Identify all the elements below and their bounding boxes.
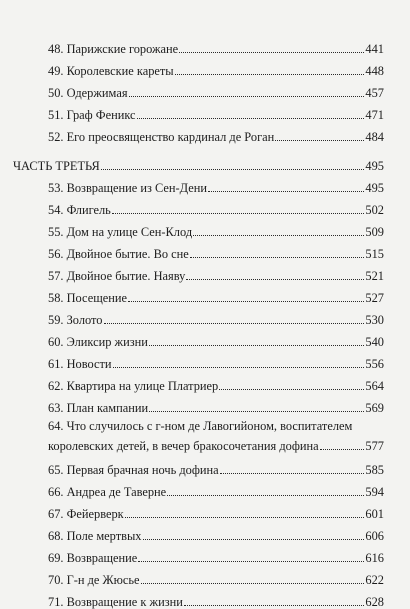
toc-entry-page: 556: [365, 357, 384, 371]
toc-entry: [0, 393, 410, 415]
toc-entry: [0, 283, 410, 305]
toc-entry: [0, 305, 410, 327]
dot-leader: [220, 473, 365, 474]
toc-entry-title: 54. Флигель: [48, 203, 111, 217]
toc-entry-page: 594: [365, 485, 384, 499]
toc-entry-title: 67. Фейерверк: [48, 507, 124, 521]
toc-entry: [0, 477, 410, 499]
toc-entry-title: 58. Посещение: [48, 291, 127, 305]
toc-entry-page: 585: [365, 463, 384, 477]
toc-entry: [0, 56, 410, 78]
toc-entry: [0, 239, 410, 261]
toc-entry-multiline: [0, 415, 410, 455]
toc-entry-title: 65. Первая брачная ночь дофина: [48, 463, 219, 477]
dot-leader: [320, 449, 365, 450]
toc-entry-page: 457: [365, 86, 384, 100]
toc-entry: [0, 455, 410, 477]
toc-entry-title: 70. Г-н де Жюсье: [48, 573, 140, 587]
toc-entry-page: 622: [365, 573, 384, 587]
toc-entry-title: 57. Двойное бытие. Наяву: [48, 269, 186, 283]
toc-entry-page: 515: [365, 247, 384, 261]
toc-part-heading: [0, 151, 410, 173]
toc-entry: [0, 565, 410, 587]
toc-entry-title: 71. Возвращение к жизни: [48, 595, 183, 609]
dot-leader: [186, 279, 364, 280]
toc-entry-page: 502: [365, 203, 384, 217]
toc-entry: [0, 587, 410, 609]
dot-leader: [138, 561, 364, 562]
toc-entry: [0, 78, 410, 100]
toc-entry-page: 564: [365, 379, 384, 393]
dot-leader: [167, 495, 364, 496]
part-page: 495: [365, 159, 384, 173]
toc-entry: [0, 499, 410, 521]
toc-entry: [0, 100, 410, 122]
toc-entry-title: 69. Возвращение: [48, 551, 138, 565]
dot-leader: [208, 191, 364, 192]
toc-entry-page: 527: [365, 291, 384, 305]
toc-entry-page: 540: [365, 335, 384, 349]
toc-entry-title: 68. Поле мертвых: [48, 529, 142, 543]
toc-entry-title: 48. Парижские горожане: [48, 42, 179, 56]
toc-entry-title: 62. Квартира на улице Платриер: [48, 379, 219, 393]
toc-entry-title: 52. Его преосвященство кардинал де Роган: [48, 130, 275, 144]
toc-entry-title: 50. Одержимая: [48, 86, 128, 100]
dot-leader: [104, 323, 365, 324]
toc-entry-title: 55. Дом на улице Сен-Клод: [48, 225, 193, 239]
toc-entry: [0, 217, 410, 239]
toc-entry-page: 495: [365, 181, 384, 195]
toc-entry-title: 66. Андреа де Таверне: [48, 485, 167, 499]
toc-entry-title: 49. Королевские кареты: [48, 64, 174, 78]
toc-entry-title: 59. Золото: [48, 313, 103, 327]
dot-leader: [128, 301, 364, 302]
toc-entry-page: 530: [365, 313, 384, 327]
dot-leader: [179, 52, 364, 53]
toc-entry-title-line1: 64. Что случилось с г-ном де Лавогийоном, воспитателем: [48, 419, 353, 433]
toc-entry-title: 63. План кампании: [48, 401, 149, 415]
toc-entry: [0, 195, 410, 217]
toc-entry: [0, 173, 410, 195]
dot-leader: [219, 389, 364, 390]
toc-entry-title-line2: королевских детей, в вечер бракосочетания дофина: [48, 439, 319, 453]
toc-entry-page: 628: [365, 595, 384, 609]
dot-leader: [112, 213, 365, 214]
dot-leader: [275, 140, 364, 141]
toc-entry-title: 51. Граф Феникс: [48, 108, 136, 122]
dot-leader: [143, 539, 365, 540]
toc-entry-page: 569: [365, 401, 384, 415]
toc-entry-page: 471: [365, 108, 384, 122]
dot-leader: [193, 235, 364, 236]
toc-entry-page: 601: [365, 507, 384, 521]
dot-leader: [113, 367, 365, 368]
dot-leader: [137, 118, 365, 119]
toc-entry-page: 484: [365, 130, 384, 144]
part-title: ЧАСТЬ ТРЕТЬЯ: [13, 159, 100, 173]
toc-entry-title: 56. Двойное бытие. Во сне: [48, 247, 189, 261]
toc-entry: [0, 34, 410, 56]
dot-leader: [175, 74, 365, 75]
toc-entry: [0, 543, 410, 565]
dot-leader: [129, 96, 365, 97]
toc-entry: [0, 371, 410, 393]
dot-leader: [141, 583, 365, 584]
dot-leader: [149, 411, 364, 412]
toc-entry-page: 509: [365, 225, 384, 239]
toc-entry-page: 606: [365, 529, 384, 543]
toc-entry: [0, 521, 410, 543]
toc-entry-page: 577: [365, 439, 384, 453]
toc-entry: [0, 349, 410, 371]
dot-leader: [125, 517, 365, 518]
dot-leader: [101, 169, 365, 170]
dot-leader: [190, 257, 365, 258]
toc-entry-title: 61. Новости: [48, 357, 112, 371]
toc-entry: [0, 122, 410, 144]
dot-leader: [184, 605, 365, 606]
toc-entry: [0, 327, 410, 349]
dot-leader: [149, 345, 365, 346]
toc-entry-page: 448: [365, 64, 384, 78]
toc-entry-title: 60. Эликсир жизни: [48, 335, 148, 349]
toc-entry-page: 521: [365, 269, 384, 283]
toc-entry-page: 441: [365, 42, 384, 56]
toc-entry-title: 53. Возвращение из Сен-Дени: [48, 181, 208, 195]
toc-entry-page: 616: [365, 551, 384, 565]
toc-entry: [0, 261, 410, 283]
table-of-contents: [0, 34, 410, 609]
